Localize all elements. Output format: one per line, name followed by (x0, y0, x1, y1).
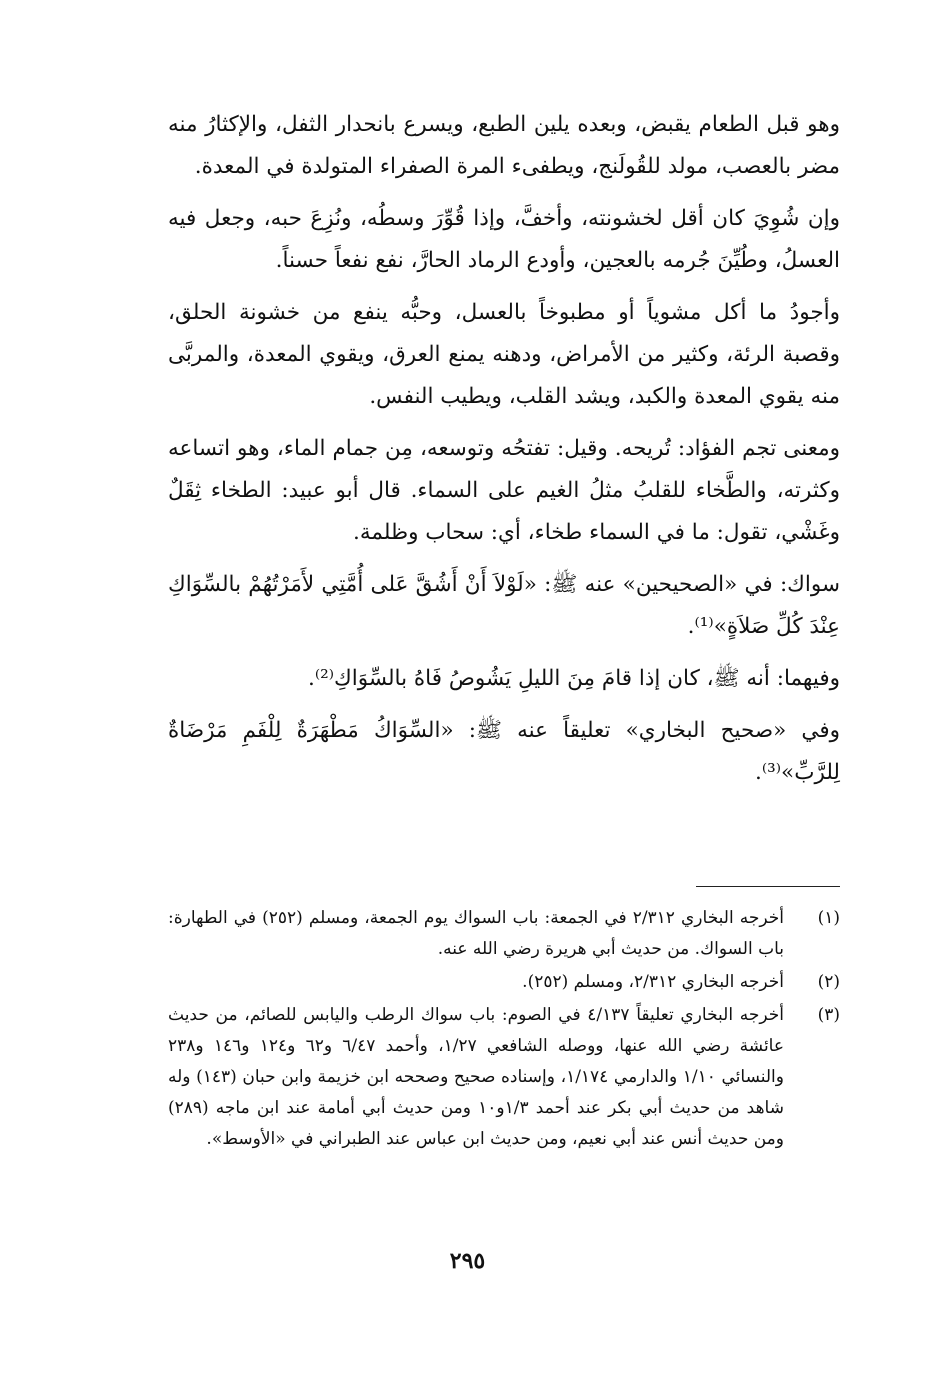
footnotes (168, 903, 840, 1157)
footnote-separator (696, 886, 840, 887)
paragraph-roasted-quince: وإن شُوِيَ كان أقل لخشونته، وأخفَّ، وإذا قُوِّرَ وسطُه، ونُزِعَ حبه، وجعل فيه العسلُ، وطُيِّنَ جُرمه بالعجين، وأودع الرماد الحارَّ، نفع نفعاً حسناً. (168, 206, 840, 273)
footnote-item (168, 967, 840, 998)
paragraph-siwak-hadith: سواك: في «الصحيحين» عنه ﷺ: «لَوْلاَ أَنْ أَشُقَّ عَلى أُمَّتِي لأَمَرْتُهُمْ بالسِّوَاكِ عِنْدَ كُلِّ صَلاَةٍ»⁽¹⁾. (168, 572, 840, 639)
footnote-number: (١) (817, 908, 840, 928)
page-number: ٢٩٥ (449, 1248, 486, 1274)
paragraph-siwak-night: وفيهما: أنه ﷺ، كان إذا قامَ مِنَ الليلِ يَشُوصُ فَاهُ بالسِّوَاكِ⁽²⁾. (307, 666, 840, 691)
footnote-text: أخرجه البخاري تعليقاً ٤/١٣٧ في الصوم: باب سواك الرطب واليابس للصائم، من حديث عائشة رضي الله عنها، ووصله الشافعي ١/٢٧، وأحمد ٦/٤٧ و٦٢ و١٢٤ و١٤٦ و٢٣٨ والنسائي ١/١٠ والدارمي ١/١٧٤، وإسناده صحيح وصححه ابن خزيمة وابن حبان (١٤٣) وله شاهد من حديث أبي بكر عند أحمد ١/٣و١٠ ومن حديث أبي أمامة عند ابن ماجه (٢٨٩) ومن حديث أنس عند أبي نعيم، ومن حديث ابن عباس عند الطبراني في «الأوسط». (168, 1005, 784, 1149)
footnote-text: أخرجه البخاري ٢/٣١٢، ومسلم (٢٥٢). (522, 972, 784, 992)
footnote-number: (٣) (817, 1005, 840, 1025)
footnote-item (168, 903, 840, 965)
footnote-number: (٢) (817, 972, 840, 992)
paragraph-best-preparation: وأجودُ ما أكل مشوياً أو مطبوخاً بالعسل، وحبُّه ينفع من خشونة الحلق، وقصبة الرئة، وكثير من الأمراض، ودهنه يمنع العرق، ويقوي المعدة، والمربَّى منه يقوي المعدة والكبد، ويشد القلب، ويطيب النفس. (168, 300, 840, 409)
paragraph-meaning-of-heart-rest: ومعنى تجم الفؤاد: تُريحه. وقيل: تفتحُه وتوسعه، مِن جمام الماء، وهو اتساعه وكثرته، والطَّخاء للقلبُ مثلُ الغيم على السماء. قال أبو عبيد: الطخاء ثِقَلٌ وغَشْي، تقول: ما في السماء طخاء، أي: سحاب وظلمة. (168, 436, 840, 545)
footnote-item (168, 1000, 840, 1155)
page-body (168, 104, 840, 794)
paragraph-quince-effects: وهو قبل الطعام يقبض، وبعده يلين الطبع، ويسرع بانحدار الثفل، والإكثارُ منه مضر بالعصب، مولد للقُولَنج، ويطفىء المرة الصفراء المتولدة في المعدة. (168, 112, 840, 179)
footnote-text: أخرجه البخاري ٢/٣١٢ في الجمعة: باب السواك يوم الجمعة، ومسلم (٢٥٢) في الطهارة: باب السواك. من حديث أبي هريرة رضي الله عنه. (168, 908, 784, 959)
paragraph-siwak-bukhari: وفي «صحيح البخاري» تعليقاً عنه ﷺ: «السِّوَاكُ مَطْهَرَةٌ لِلْفَمِ مَرْضَاةٌ لِلرَّبِّ»⁽³⁾. (168, 718, 840, 785)
